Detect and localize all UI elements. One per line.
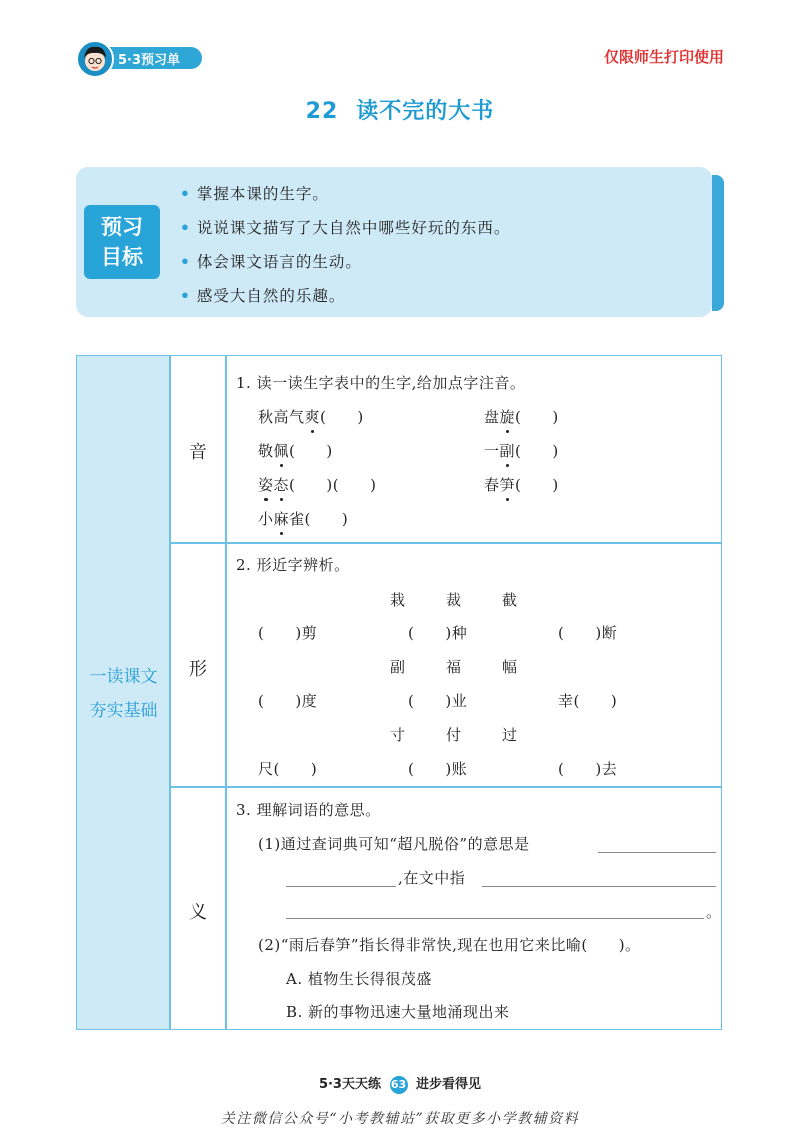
char-group: [390, 589, 406, 610]
char: 幅: [502, 658, 518, 676]
answer-blank: ( ): [515, 442, 559, 460]
pinyin-item: [258, 474, 376, 495]
meaning-prompt: 3. 理解词语的意思。: [236, 801, 381, 819]
table-divider: [170, 542, 721, 544]
answer-blank: 雀( ): [289, 510, 349, 528]
word-text: 一: [484, 442, 500, 460]
answer-line: [286, 886, 396, 887]
dotted-char: 麻: [273, 510, 290, 528]
char: 裁: [446, 591, 462, 609]
page-title: [0, 94, 800, 125]
bullet-icon: •: [180, 252, 191, 271]
char-group: [446, 656, 462, 677]
question-1-mid: ,在文中指: [398, 869, 466, 887]
dotted-char: 笋: [499, 476, 516, 494]
char: 过: [502, 726, 518, 744]
footer-slogan: 进步看得见: [416, 1077, 482, 1092]
dotted-char: 爽: [304, 408, 321, 426]
goals-tag: [84, 205, 160, 279]
category-line2: 夯实基础: [89, 701, 158, 721]
print-restriction-notice: 仅限师生打印使用: [603, 48, 724, 66]
footer-series: 5·3天天练: [318, 1077, 381, 1092]
goal-text: 说说课文描写了大自然中哪些好玩的东西。: [196, 219, 511, 237]
fill-item: ( )种: [408, 624, 468, 642]
answer-line: [286, 918, 704, 919]
pinyin-item: [258, 440, 333, 461]
fill-item: ( )去: [558, 760, 618, 778]
fill-item: ( )业: [408, 692, 468, 710]
char: 截: [502, 591, 518, 609]
goal-item: [180, 284, 345, 306]
bullet-icon: •: [180, 184, 191, 203]
pinyin-item: [484, 406, 559, 427]
word-text: 盘: [484, 408, 500, 426]
pinyin-item: [484, 440, 559, 461]
dotted-char: 姿: [258, 476, 274, 494]
char-group: [446, 724, 462, 745]
goals-tag-line1: 预习: [101, 215, 143, 239]
goals-tag-line2: 目标: [101, 245, 143, 269]
dotted-char: 佩: [273, 442, 290, 460]
fill-item: ( )剪: [258, 624, 318, 642]
char: 寸: [390, 726, 406, 744]
fill-item: 幸( ): [558, 692, 618, 710]
question-1-end: 。: [706, 903, 722, 921]
fill-item: ( )度: [258, 692, 318, 710]
fill-item: ( )断: [558, 624, 618, 642]
page-footer: [0, 1073, 800, 1094]
dotted-char: 副: [499, 442, 516, 460]
pinyin-item: [258, 508, 348, 529]
goal-text: 感受大自然的乐趣。: [196, 287, 346, 305]
goal-item: [180, 216, 510, 238]
word-text: 敬: [258, 442, 274, 460]
meaning-label: 义: [189, 902, 207, 923]
question-2: (2)“雨后春笋”指长得非常快,现在也用它来比喻( )。: [258, 936, 641, 954]
char-group: [390, 724, 406, 745]
answer-blank: ( ): [515, 408, 559, 426]
series-badge: [76, 40, 206, 78]
mascot-avatar-icon: [76, 40, 114, 78]
goals-box-edge: [712, 175, 724, 311]
char: 福: [446, 658, 462, 676]
lesson-title: 读不完的大书: [356, 99, 495, 124]
table-divider: [170, 786, 721, 788]
lesson-number: 22: [305, 99, 339, 124]
char-group: [502, 589, 518, 610]
answer-blank: ( )( ): [289, 476, 377, 494]
dotted-char: 态: [273, 476, 290, 494]
answer-line: [482, 886, 716, 887]
option-b: B. 新的事物迅速大量地涌现出来: [286, 1003, 510, 1021]
word-text: 小: [258, 510, 274, 528]
preview-goals-box: [76, 167, 712, 317]
fill-item: ( )账: [408, 760, 468, 778]
pronunciation-label: 音: [189, 442, 207, 463]
char-group: [390, 656, 406, 677]
bullet-icon: •: [180, 286, 191, 305]
question-1: (1)通过查词典可知“超凡脱俗”的意思是: [258, 835, 530, 853]
word-text: 春: [484, 476, 500, 494]
pronunciation-prompt: 1. 读一读生字表中的生字,给加点字注音。: [236, 374, 526, 392]
section-category-label: [77, 660, 170, 728]
dotted-char: 旋: [499, 408, 516, 426]
char-group: [502, 656, 518, 677]
answer-blank: ( ): [289, 442, 333, 460]
goal-text: 体会课文语言的生动。: [196, 253, 362, 271]
answer-line: [598, 852, 716, 853]
shape-prompt: 2. 形近字辨析。: [236, 556, 350, 574]
char-group: [502, 724, 518, 745]
fill-item: 尺( ): [258, 760, 318, 778]
char: 付: [446, 726, 462, 744]
option-a: A. 植物生长得很茂盛: [286, 970, 432, 988]
wechat-note: 关注微信公众号“小考教辅站”获取更多小学教辅资料: [220, 1111, 580, 1127]
goal-item: [180, 182, 329, 204]
char: 副: [390, 658, 406, 676]
char: 栽: [390, 591, 406, 609]
bullet-icon: •: [180, 218, 191, 237]
category-line1: 一读课文: [89, 667, 158, 687]
badge-text: 5·3预习单: [118, 53, 181, 68]
goal-item: [180, 250, 362, 272]
char-group: [446, 589, 462, 610]
answer-blank: ( ): [515, 476, 559, 494]
pinyin-item: [484, 474, 559, 495]
answer-blank: ( ): [320, 408, 364, 426]
goal-text: 掌握本课的生字。: [196, 185, 329, 203]
shape-label: 形: [189, 659, 207, 680]
page-number: 63: [390, 1076, 408, 1094]
word-text: 秋高气: [258, 408, 305, 426]
pinyin-item: [258, 406, 364, 427]
